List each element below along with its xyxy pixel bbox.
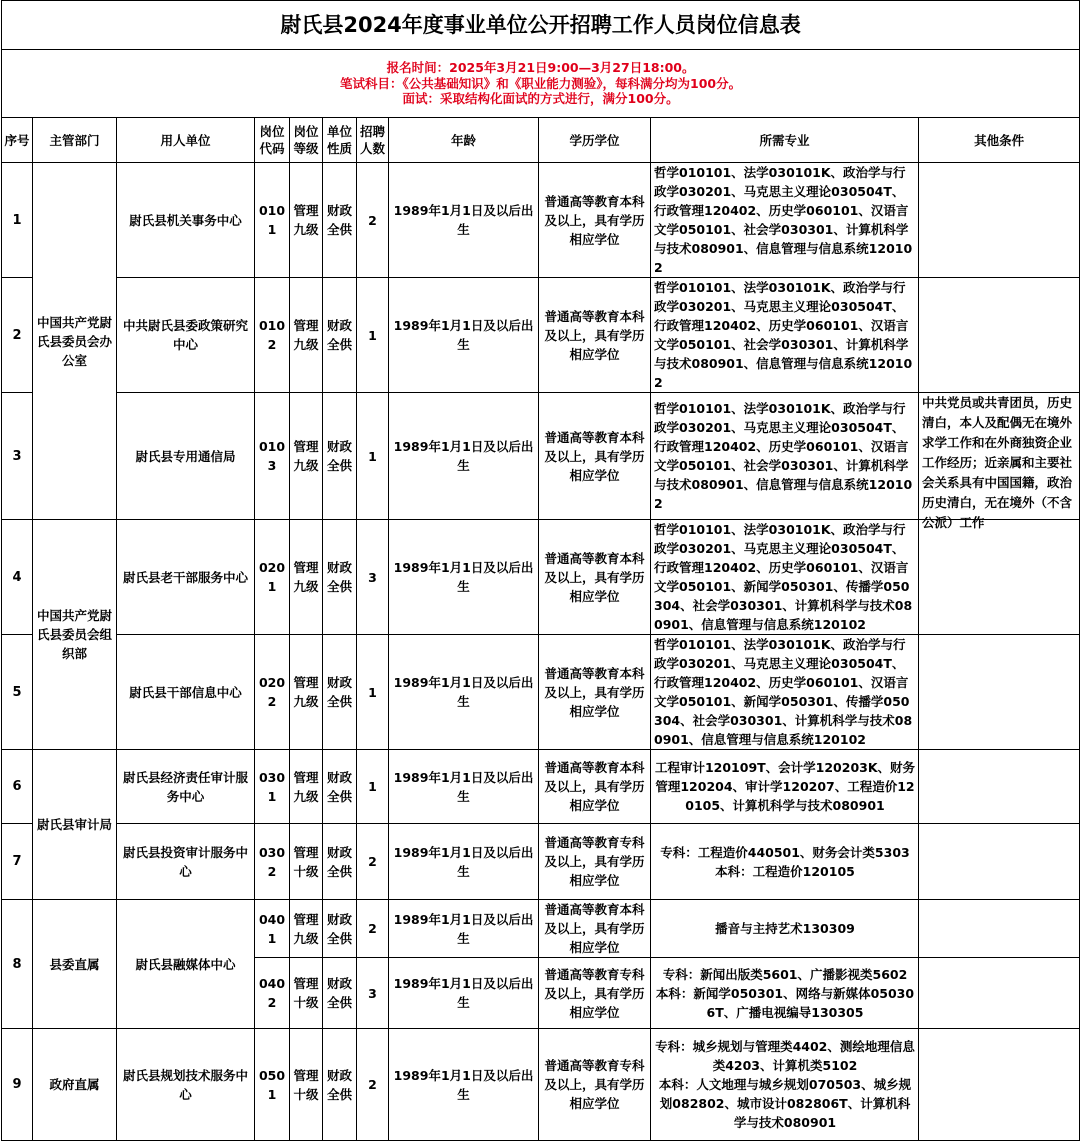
- header-other: 其他条件: [919, 118, 1080, 163]
- row-edu: 普通高等教育专科及以上，具有学历相应学位: [539, 1029, 651, 1141]
- header-seq: 序号: [2, 118, 33, 163]
- row-age: 1989年1月1日及以后出生: [389, 900, 539, 958]
- row-unit: 尉氏县干部信息中心: [117, 635, 255, 750]
- row-other: [919, 958, 1080, 1029]
- table-row: [2, 163, 1080, 278]
- row-unit: 尉氏县规划技术服务中心: [117, 1029, 255, 1141]
- row-seq: 3: [2, 393, 33, 520]
- header-count: 招聘人数: [357, 118, 389, 163]
- row-count: 2: [357, 1029, 389, 1141]
- row-edu: 普通高等教育本科及以上，具有学历相应学位: [539, 393, 651, 520]
- row-code: 0501: [255, 1029, 290, 1141]
- row-unit: 尉氏县老干部服务中心: [117, 520, 255, 635]
- row-other: [919, 393, 1080, 530]
- row-code: 0202: [255, 635, 290, 750]
- row-count: 3: [357, 520, 389, 635]
- table-row: [2, 393, 1080, 520]
- row-other: [919, 750, 1080, 824]
- row-age: 1989年1月1日及以后出生: [389, 824, 539, 900]
- row-other: [919, 824, 1080, 900]
- table-row: [2, 635, 1080, 750]
- row-seq: 9: [2, 1029, 33, 1141]
- row-seq: 8: [2, 900, 33, 1029]
- dept-cell: 尉氏县审计局: [33, 750, 117, 900]
- header-grade: 岗位等级: [290, 118, 323, 163]
- other-conditions-text: 中共党员或共青团员，历史清白，本人及配偶无在境外求学工作和在外商独资企业工作经历；近亲属和主要社会关系具有中国国籍，政治历史清白，无在境外（不含公派）工作: [922, 395, 1073, 530]
- row-nature: 财政全供: [323, 900, 357, 958]
- row-major: 哲学010101、法学030101K、政治学与行政学030201、马克思主义理论030504T、行政管理120402、历史学060101、汉语言文学050101、新闻学050301、传播学050304、社会学030301、计算机科学与技术080901、信息管理与信息系统120102: [651, 635, 919, 750]
- row-unit: 尉氏县投资审计服务中心: [117, 824, 255, 900]
- row-grade: 管理九级: [290, 520, 323, 635]
- table-row: [2, 1029, 1080, 1141]
- row-seq: 2: [2, 278, 33, 393]
- row-age: 1989年1月1日及以后出生: [389, 1029, 539, 1141]
- row-seq: 4: [2, 520, 33, 635]
- header-unit: 用人单位: [117, 118, 255, 163]
- row-grade: 管理九级: [290, 900, 323, 958]
- row-grade: 管理九级: [290, 278, 323, 393]
- row-count: 2: [357, 163, 389, 278]
- notice-registration-time: 报名时间：2025年3月21日9:00—3月27日18:00。: [386, 60, 695, 76]
- header-edu: 学历学位: [539, 118, 651, 163]
- table-row: [2, 900, 1080, 958]
- row-edu: 普通高等教育本科及以上，具有学历相应学位: [539, 278, 651, 393]
- row-major: 哲学010101、法学030101K、政治学与行政学030201、马克思主义理论030504T、行政管理120402、历史学060101、汉语言文学050101、社会学030301、计算机科学与技术080901、信息管理与信息系统120102: [651, 278, 919, 393]
- row-edu: 普通高等教育本科及以上，具有学历相应学位: [539, 900, 651, 958]
- row-count: 1: [357, 278, 389, 393]
- row-grade: 管理十级: [290, 824, 323, 900]
- row-code: 0301: [255, 750, 290, 824]
- row-grade: 管理九级: [290, 163, 323, 278]
- dept-cell: 中国共产党尉氏县委员会组织部: [33, 520, 117, 750]
- row-other: [919, 1029, 1080, 1141]
- notice-block: [2, 50, 1080, 118]
- row-count: 3: [357, 958, 389, 1029]
- row-other: [919, 635, 1080, 750]
- header-code: 岗位代码: [255, 118, 290, 163]
- row-age: 1989年1月1日及以后出生: [389, 278, 539, 393]
- row-count: 1: [357, 393, 389, 520]
- row-grade: 管理十级: [290, 958, 323, 1029]
- row-major: 工程审计120109T、会计学120203K、财务管理120204、审计学120207、工程造价120105、计算机科学与技术080901: [651, 750, 919, 824]
- row-seq: 6: [2, 750, 33, 824]
- notice-interview: 面试：采取结构化面试的方式进行，满分100分。: [402, 91, 679, 107]
- row-edu: 普通高等教育本科及以上，具有学历相应学位: [539, 163, 651, 278]
- row-count: 1: [357, 635, 389, 750]
- row-age: 1989年1月1日及以后出生: [389, 750, 539, 824]
- row-grade: 管理十级: [290, 1029, 323, 1141]
- table-row: [2, 278, 1080, 393]
- row-nature: 财政全供: [323, 520, 357, 635]
- header-nature: 单位性质: [323, 118, 357, 163]
- row-age: 1989年1月1日及以后出生: [389, 958, 539, 1029]
- row-unit: 尉氏县融媒体中心: [117, 900, 255, 1029]
- row-age: 1989年1月1日及以后出生: [389, 163, 539, 278]
- row-unit: 尉氏县机关事务中心: [117, 163, 255, 278]
- dept-cell: 政府直属: [33, 1029, 117, 1141]
- row-nature: 财政全供: [323, 750, 357, 824]
- row-seq: 1: [2, 163, 33, 278]
- row-nature: 财政全供: [323, 1029, 357, 1141]
- row-other: [919, 520, 1080, 635]
- row-edu: 普通高等教育本科及以上，具有学历相应学位: [539, 750, 651, 824]
- row-code: 0201: [255, 520, 290, 635]
- row-age: 1989年1月1日及以后出生: [389, 520, 539, 635]
- row-age: 1989年1月1日及以后出生: [389, 393, 539, 520]
- row-count: 1: [357, 750, 389, 824]
- row-count: 2: [357, 900, 389, 958]
- row-major: 哲学010101、法学030101K、政治学与行政学030201、马克思主义理论030504T、行政管理120402、历史学060101、汉语言文学050101、新闻学050301、传播学050304、社会学030301、计算机科学与技术080901、信息管理与信息系统120102: [651, 520, 919, 635]
- dept-cell: 中国共产党尉氏县委员会办公室: [33, 163, 117, 520]
- row-nature: 财政全供: [323, 278, 357, 393]
- row-grade: 管理九级: [290, 635, 323, 750]
- row-grade: 管理九级: [290, 393, 323, 520]
- row-edu: 普通高等教育本科及以上，具有学历相应学位: [539, 520, 651, 635]
- row-unit: 尉氏县专用通信局: [117, 393, 255, 520]
- notice-written-exam: 笔试科目：《公共基础知识》和《职业能力测验》，每科满分均为100分。: [340, 75, 742, 91]
- header-age: 年龄: [389, 118, 539, 163]
- row-other: [919, 278, 1080, 393]
- row-nature: 财政全供: [323, 393, 357, 520]
- row-unit: 中共尉氏县委政策研究中心: [117, 278, 255, 393]
- header-dept: 主管部门: [33, 118, 117, 163]
- row-other: [919, 900, 1080, 958]
- row-code: 0103: [255, 393, 290, 520]
- row-edu: 普通高等教育本科及以上，具有学历相应学位: [539, 635, 651, 750]
- row-code: 0101: [255, 163, 290, 278]
- row-age: 1989年1月1日及以后出生: [389, 635, 539, 750]
- row-major: 哲学010101、法学030101K、政治学与行政学030201、马克思主义理论030504T、行政管理120402、历史学060101、汉语言文学050101、社会学030301、计算机科学与技术080901、信息管理与信息系统120102: [651, 393, 919, 520]
- recruitment-table: [1, 0, 1080, 1141]
- row-edu: 普通高等教育专科及以上，具有学历相应学位: [539, 958, 651, 1029]
- row-major: 专科：城乡规划与管理类4402、测绘地理信息类4203、计算机类5102 本科：人文地理与城乡规划070503、城乡规划082802、城市设计082806T、计算机科学与技术080901: [651, 1029, 919, 1141]
- row-other: [919, 163, 1080, 278]
- row-count: 2: [357, 824, 389, 900]
- row-nature: 财政全供: [323, 635, 357, 750]
- page-title: 尉氏县2024年度事业单位公开招聘工作人员岗位信息表: [2, 1, 1080, 50]
- row-seq: 7: [2, 824, 33, 900]
- table-row: [2, 750, 1080, 824]
- table-row: [2, 520, 1080, 635]
- row-major: 专科：工程造价440501、财务会计类5303 本科：工程造价120105: [651, 824, 919, 900]
- header-major: 所需专业: [651, 118, 919, 163]
- row-code: 0102: [255, 278, 290, 393]
- row-code: 0302: [255, 824, 290, 900]
- row-edu: 普通高等教育专科及以上，具有学历相应学位: [539, 824, 651, 900]
- table-row: [2, 824, 1080, 900]
- row-major: 专科：新闻出版类5601、广播影视类5602 本科：新闻学050301、网络与新媒体050306T、广播电视编导130305: [651, 958, 919, 1029]
- row-nature: 财政全供: [323, 958, 357, 1029]
- table-header-row: [2, 118, 1080, 163]
- row-nature: 财政全供: [323, 163, 357, 278]
- row-code: 0402: [255, 958, 290, 1029]
- row-code: 0401: [255, 900, 290, 958]
- dept-cell: 县委直属: [33, 900, 117, 1029]
- row-major: 哲学010101、法学030101K、政治学与行政学030201、马克思主义理论030504T、行政管理120402、历史学060101、汉语言文学050101、社会学030301、计算机科学与技术080901、信息管理与信息系统120102: [651, 163, 919, 278]
- row-seq: 5: [2, 635, 33, 750]
- row-nature: 财政全供: [323, 824, 357, 900]
- row-unit: 尉氏县经济责任审计服务中心: [117, 750, 255, 824]
- row-major: 播音与主持艺术130309: [651, 900, 919, 958]
- row-grade: 管理九级: [290, 750, 323, 824]
